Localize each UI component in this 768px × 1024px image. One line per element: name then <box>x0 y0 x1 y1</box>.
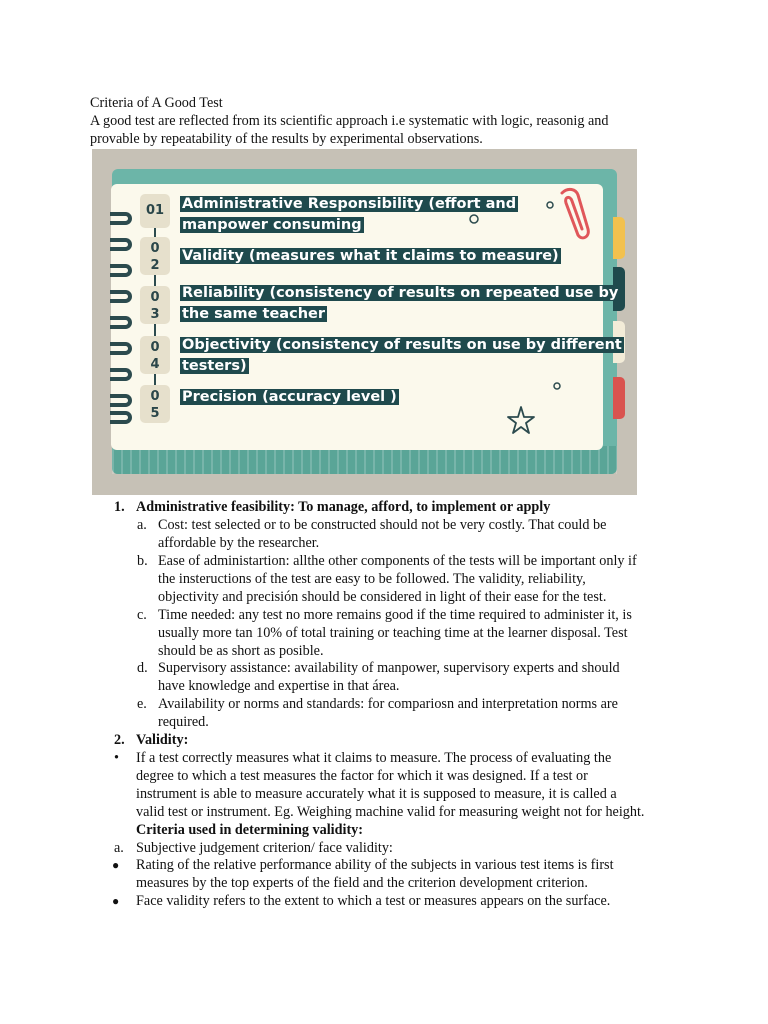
star-doodle-icon <box>506 405 536 435</box>
section-2-marker: 2. <box>114 732 125 748</box>
item-e-marker: e. <box>137 696 147 712</box>
section-1-marker: 1. <box>114 499 125 515</box>
binder-ring-icon <box>110 342 132 355</box>
board-bottom-strip <box>112 446 617 474</box>
item-b-line-3: objectivity and precisión should be considered in light of their ease for the test. <box>158 589 607 605</box>
binder-ring-icon <box>110 316 132 329</box>
item-label-3a <box>180 283 620 304</box>
validity-line-1: If a test correctly measures what it claims to measure. The process of evaluating the <box>136 750 612 766</box>
item-e-line-2: required. <box>158 714 209 730</box>
dot-1-line-1: Rating of the relative performance ability of the subjects in various test items is first <box>136 857 614 873</box>
item-label-2-text: Validity (measures what it claims to measure) <box>182 248 559 264</box>
dot-1-line-2: measures by the top experts of the field and the criterion development criterion. <box>136 875 588 891</box>
item-b-line-2: the insteructions of the test are easy to be followed. The validity, reliability, <box>158 571 586 587</box>
item-b-marker: b. <box>137 553 148 569</box>
tab-yellow <box>613 217 625 259</box>
section-2-title: Validity: <box>136 732 189 748</box>
intro-line-1: A good test are reflected from its scientific approach i.e systematic with logic, reasonig and <box>90 113 609 129</box>
section-1-title: Administrative feasibility: To manage, afford, to implement or apply <box>136 499 551 515</box>
criterion-a-marker: a. <box>114 840 124 856</box>
item-number-1: 01 <box>140 194 170 228</box>
item-label-1b <box>180 215 364 236</box>
tab-red <box>613 377 625 419</box>
item-number-2: 0 2 <box>140 237 170 275</box>
document-heading: Criteria of A Good Test <box>90 95 223 111</box>
item-c-line-2: usually more tan 10% of total training or teaching time at the learner disposal. Test <box>158 625 628 641</box>
item-label-4a <box>180 335 624 356</box>
criterion-a-text: Subjective judgement criterion/ face validity: <box>136 840 393 856</box>
item-label-1a <box>180 194 518 215</box>
item-d-line-2: have knowledge and expertise in that área. <box>158 678 400 694</box>
binder-ring-icon <box>110 212 132 225</box>
item-c-line-3: should be as short as posible. <box>158 643 324 659</box>
item-label-1b-text: manpower consuming <box>182 217 362 233</box>
item-label-5-text: Precision (accuracy level ) <box>182 389 397 405</box>
item-label-4a-text: Objectivity (consistency of results on use by different <box>182 337 622 353</box>
item-number-4: 0 4 <box>140 336 170 374</box>
item-d-marker: d. <box>137 660 148 676</box>
item-number-5: 0 5 <box>140 385 170 423</box>
circle-icon <box>552 381 562 391</box>
validity-line-4: valid test or instrument. Eg. Weighing machine valid for measuring weight not for height. <box>136 804 645 820</box>
dot-bullet-2: ● <box>112 894 120 908</box>
circle-icon <box>545 200 555 210</box>
paperclip-icon <box>554 187 592 243</box>
dot-bullet-1: ● <box>112 858 120 872</box>
binder-ring-icon <box>110 238 132 251</box>
item-e-line-1: Availability or norms and standards: for compariosn and interpretation norms are <box>158 696 618 712</box>
validity-bullet: • <box>114 750 119 766</box>
item-a-marker: a. <box>137 517 147 533</box>
item-b-line-1: Ease of administartion: allthe other components of the tests will be important only if <box>158 553 637 569</box>
binder-ring-icon <box>110 290 132 303</box>
intro-line-2: provable by repeatability of the results by experimental observations. <box>90 131 483 147</box>
item-label-4b <box>180 356 249 377</box>
item-label-5 <box>180 387 399 408</box>
item-label-3b <box>180 304 327 325</box>
item-a-line-2: affordable by the researcher. <box>158 535 320 551</box>
dot-2-line-1: Face validity refers to the extent to which a test or measures appears on the surface. <box>136 893 611 909</box>
item-d-line-1: Supervisory assistance: availability of manpower, supervisory experts and should <box>158 660 620 676</box>
item-label-4b-text: testers) <box>182 358 247 374</box>
item-c-marker: c. <box>137 607 147 623</box>
item-label-3b-text: the same teacher <box>182 306 325 322</box>
validity-criteria-subheading: Criteria used in determining validity: <box>136 822 363 838</box>
item-label-2 <box>180 246 561 267</box>
circle-icon <box>468 213 480 225</box>
validity-line-2: degree to which a test measures the factor for which it was designed. If a test or <box>136 768 588 784</box>
item-number-3: 0 3 <box>140 286 170 324</box>
item-label-1a-text: Administrative Responsibility (effort and <box>182 196 517 212</box>
item-label-3a-text: Reliability (consistency of results on repeated use by <box>182 285 619 301</box>
binder-ring-icon <box>110 394 132 407</box>
binder-ring-icon <box>110 411 132 424</box>
validity-line-3: instrument is able to measure accurately what it is supposed to measure, it is called a <box>136 786 617 802</box>
binder-ring-icon <box>110 264 132 277</box>
criteria-infographic <box>92 149 637 495</box>
item-c-line-1: Time needed: any test no more remains good if the time required to administer it, is <box>158 607 632 623</box>
binder-ring-icon <box>110 368 132 381</box>
item-a-line-1: Cost: test selected or to be constructed should not be very costly. That could be <box>158 517 607 533</box>
